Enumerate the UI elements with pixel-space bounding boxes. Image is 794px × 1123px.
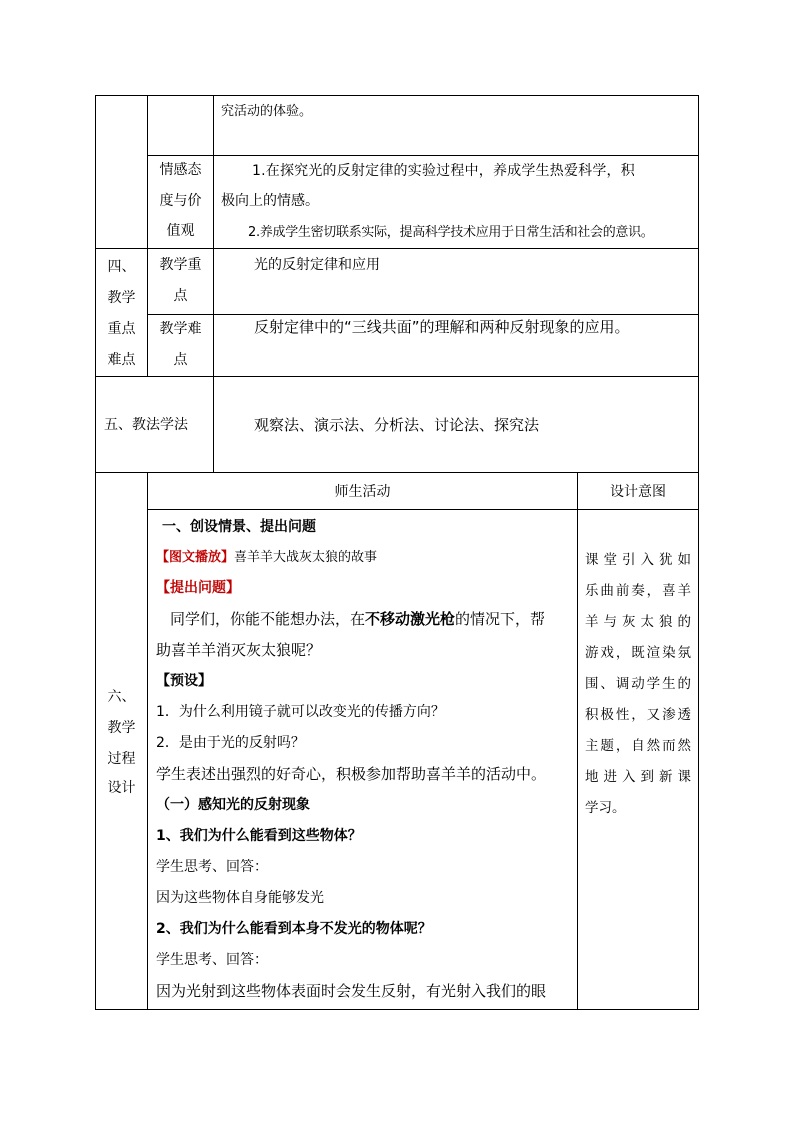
intent-line: 乐曲前奏，喜羊 [585, 583, 691, 599]
table-border-bottom [95, 1009, 699, 1010]
intent-line: 学习。 [585, 800, 626, 816]
think-answer-2: 学生思考、回答： [156, 952, 268, 968]
intent-line: 围、调动学生的 [585, 676, 691, 692]
question-1: 1、我们为什么能看到这些物体？ [156, 828, 362, 844]
table-rule-emotion-top [147, 155, 699, 156]
preset-item-1: 1．为什么利用镜子就可以改变光的传播方向？ [156, 704, 445, 720]
think-answer-1: 学生思考、回答： [156, 859, 268, 875]
intent-line: 游戏，既渲染氛 [585, 645, 691, 661]
image-play-text: 喜羊羊大战灰太狼的故事 [234, 550, 378, 565]
tag-preset: 【预设】 [156, 673, 212, 689]
question-line1-bold: 不移动激光枪 [365, 610, 456, 628]
table-border-top [95, 95, 699, 96]
teaching-methods-text: 观察法、演示法、分析法、讨论法、探究法 [254, 416, 540, 434]
subheading-perceive-reflection: （一）感知光的反射现象 [156, 797, 310, 813]
intent-line: 课堂引入犹如 [585, 552, 691, 568]
difficulty-label-line2: 点 [173, 352, 188, 368]
emotion-label-line3: 值观 [166, 223, 195, 239]
table-rule-col2 [213, 95, 214, 472]
difficulty-text: 反射定律中的“三线共面”的理解和两种反射现象的应用。 [254, 318, 630, 336]
difficulty-label-line1: 教学难 [159, 321, 202, 337]
key-point-label-line2: 点 [173, 288, 188, 304]
section4-label-line4: 难点 [107, 352, 136, 368]
table-rule-col1-lower [147, 472, 148, 1009]
preset-item-2: 2．是由于光的反射吗？ [156, 735, 305, 751]
tag-pose-question: 【提出问题】 [156, 580, 240, 596]
key-point-text: 光的反射定律和应用 [254, 257, 380, 273]
question-line1-part-b: 的情况下，帮 [455, 610, 546, 628]
emotion-goal-1b: 极向上的情感。 [221, 193, 319, 209]
answer-1: 因为这些物体自身能够发光 [156, 890, 324, 906]
tag-image-play: 【图文播放】 [156, 550, 235, 565]
question-line1 [170, 612, 545, 627]
image-play-line [156, 551, 377, 564]
intent-line: 地进入到新课 [585, 769, 691, 785]
emotion-goal-1a: 1.在探究光的反射定律的实验过程中，养成学生热爱科学，积 [252, 163, 635, 179]
design-intent-text [585, 545, 691, 824]
section6-label-line3: 过程 [107, 751, 136, 767]
question-2: 2、我们为什么能看到本身不发光的物体呢？ [156, 921, 432, 937]
emotion-label-line1: 情感态 [159, 162, 202, 178]
column-header-intent: 设计意图 [610, 484, 666, 500]
preset-summary: 学生表述出强烈的好奇心，积极参加帮助喜羊羊的活动中。 [156, 765, 547, 783]
table-rule-difficulty-top [147, 314, 699, 315]
table-rule-section4-top [95, 248, 699, 249]
intent-line: 羊与灰太狼的 [585, 614, 691, 630]
table-rule-col-intent [577, 472, 578, 1009]
section6-label-line4: 设计 [107, 780, 136, 796]
question-line1-part-a: 同学们，你能不能想办法，在 [170, 610, 366, 628]
emotion-label-line2: 度与价 [159, 193, 202, 209]
top-continuation-text: 究活动的体验。 [221, 104, 313, 119]
table-border-right [698, 95, 699, 1009]
intent-line: 积极性，又渗透 [585, 707, 691, 723]
column-header-activity: 师生活动 [334, 484, 391, 500]
emotion-goal-2: 2.养成学生密切联系实际，提高科学技术应用于日常生活和社会的意识。 [248, 225, 654, 240]
table-rule-section6-top [95, 472, 699, 473]
table-rule-section5-top [95, 376, 699, 377]
table-rule-header-bottom [147, 509, 699, 510]
heading-scenario: 一、创设情景、提出问题 [162, 519, 316, 535]
intent-line: 主题，自然而然 [585, 738, 691, 754]
section4-label-line2: 教学 [107, 290, 136, 306]
question-line2: 助喜羊羊消灭灰太狼呢？ [156, 641, 322, 659]
section6-label-line1: 六、 [107, 689, 136, 705]
answer-2: 因为光射到这些物体表面时会发生反射，有光射入我们的眼 [156, 982, 547, 1000]
section4-label-line3: 重点 [107, 321, 136, 337]
section4-label-line1: 四、 [107, 259, 136, 275]
key-point-label-line1: 教学重 [159, 257, 202, 273]
section6-label-line2: 教学 [107, 720, 136, 736]
table-border-left [95, 95, 96, 1009]
section5-label: 五、教法学法 [104, 417, 188, 433]
